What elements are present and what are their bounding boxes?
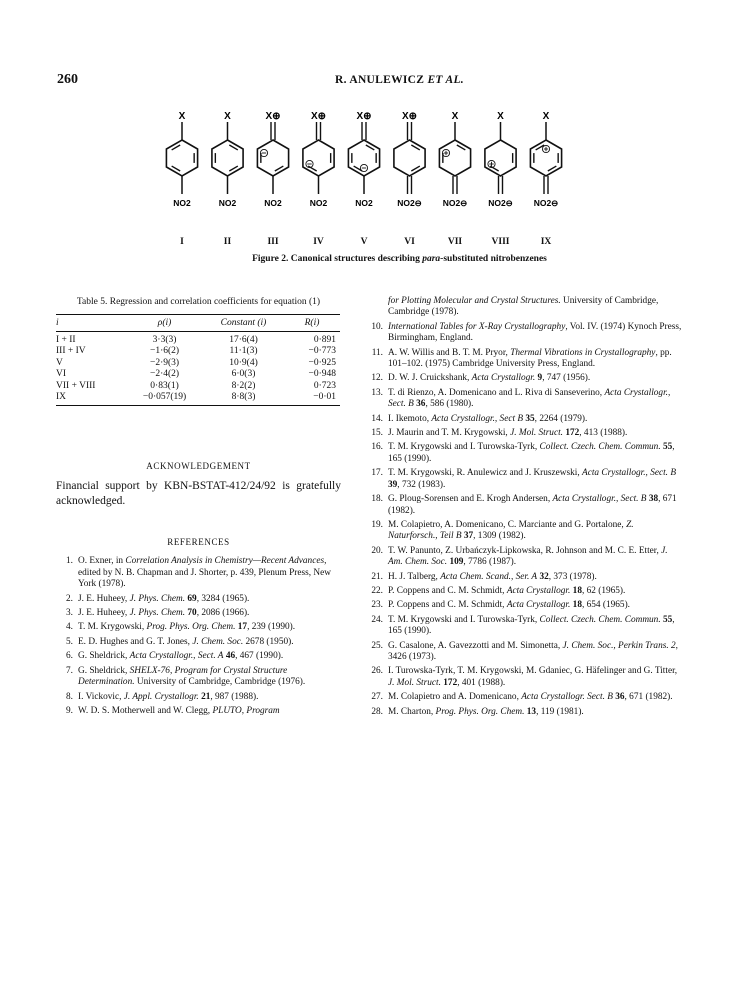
reference-number: 11. [371,347,383,358]
reference-number: 6. [66,651,73,662]
benzene-structure [303,111,334,208]
reference-text: M. Colapietro, A. Domenicano, C. Marciante and G. Portalone, Z. Naturforsch., Teil B 37, 1309 (1982). [388,519,634,542]
canonical-structures-figure [160,98,559,233]
reference-text: M. Colapietro and A. Domenicano, Acta Crystallogr. Sect. B 36, 671 (1982). [388,692,673,703]
table-cell: −2·9(3) [149,357,180,368]
table-cell: 8·8(3) [203,392,284,406]
figure-caption-prefix: Figure 2. Canonical structures describing [252,254,423,264]
nitro-label: NO2 [173,198,191,208]
nitro-label: NO2 [355,198,373,208]
reference-item [364,707,684,718]
reference-number: 16. [371,442,383,453]
table-header-cell: i [56,315,126,332]
reference-item [364,373,684,384]
table-cell: III + IV [56,346,86,357]
reference-text: I. Vickovic, J. Appl. Crystallogr. 21, 987 (1988). [78,691,259,702]
reference-number: 5. [66,636,73,647]
reference-text: T. M. Krygowski and I. Turowska-Tyrk, Collect. Czech. Chem. Commun. 55, 165 (1990). [388,614,675,637]
reference-number: 1. [66,556,73,567]
table-cell: 17·6(4) [229,335,258,345]
reference-number: 15. [371,428,383,439]
reference-number: 26. [371,666,383,677]
reference-text: J. Maurin and T. M. Krygowski, J. Mol. Struct. 172, 413 (1988). [388,428,628,439]
reference-text: I. Turowska-Tyrk, T. M. Krygowski, M. Gdaniec, G. Häfelinger and G. Titter, J. Mol. Struct. 172, 401 (1988). [388,666,678,688]
benzene-structure [530,111,561,208]
nitro-label: NO2 [264,198,282,208]
reference-number: 27. [371,692,383,703]
reference-text: T. W. Panunto, Z. Urbańczyk-Lipkowska, R. Johnson and M. C. E. Etter, J. Am. Chem. Soc. 109, 7786 (1987). [388,545,668,568]
reference-item [364,442,684,465]
reference-text: J. E. Huheey, J. Phys. Chem. 70, 2086 (1966). [78,608,250,619]
reference-text: O. Exner, in Correlation Analysis in Chemistry—Recent Advances, edited by N. B. Chapman and J. Shorter, p. 439, Plenum Press, New York (1978). [78,556,331,590]
running-head-authors: R. ANULEWICZ [335,74,425,86]
reference-text: G. Casalone, A. Gavezzotti and M. Simonetta, J. Chem. Soc., Perkin Trans. 2, 3426 (1973). [388,640,678,662]
benzene-structure [166,111,197,208]
running-head [0,74,739,86]
running-head-etal: ET AL. [427,74,464,86]
substituent-label: X⊕ [265,111,281,122]
reference-number: 22. [371,585,383,596]
substituent-label: X [451,111,459,122]
reference-number: 18. [371,494,383,505]
reference-number: 8. [66,691,73,702]
reference-item [364,414,684,425]
structure-roman-label: VI [404,237,415,247]
reference-item [56,651,341,662]
reference-item [364,322,684,345]
table-cell: 3·3(3) [152,335,177,345]
reference-number: 7. [66,665,73,676]
table-cell: IX [56,392,126,406]
reference-item [56,608,341,619]
reference-text: International Tables for X-Ray Crystallography, Vol. IV. (1974) Kynoch Press, Birmingham, England. [388,321,682,344]
reference-item [364,615,684,638]
table-cell: 10·9(4) [229,357,258,368]
nitro-label: NO2⊖ [533,198,559,208]
benzene-structure [257,111,288,208]
reference-number: 9. [66,705,73,716]
reference-item [56,692,341,703]
table-cell: −0·01 [284,392,340,406]
reference-item [364,666,684,689]
table-cell: VI [56,369,67,380]
structure-roman-label: V [360,237,368,247]
reference-item [56,556,341,590]
reference-item [364,428,684,439]
table-header-cell: R(i) [284,315,340,332]
acknowledgement-heading: ACKNOWLEDGEMENT [146,461,251,472]
structure-roman-label: III [267,237,279,247]
benzene-structure [394,111,425,208]
reference-number: 13. [371,387,383,398]
reference-text: T. di Rienzo, A. Domenicano and L. Riva di Sanseverino, Acta Crystallogr., Sect. B 36, 586 (1980). [388,387,671,410]
reference-text: T. M. Krygowski, R. Anulewicz and J. Kruszewski, Acta Crystallogr., Sect. B 39, 732 (1983). [388,468,677,490]
reference-item [364,388,684,411]
reference-text: H. J. Talberg, Acta Chem. Scand., Ser. A 32, 373 (1978). [388,571,597,582]
reference-number: 3. [66,608,73,619]
reference-text: G. Sheldrick, SHELX-76, Program for Crystal Structure Determination. University of Cambridge, Cambridge (1976). [78,665,306,688]
substituent-label: X [224,111,231,122]
reference-item [364,546,684,569]
reference-number: 12. [371,373,383,384]
table-cell: 0·891 [313,335,336,345]
nitro-label: NO2⊖ [397,198,422,208]
references-list-right [364,296,684,718]
reference-number: 17. [371,468,383,479]
table-cell: −0·057(19) [126,392,203,406]
table-caption: Table 5. Regression and correlation coefficients for equation (1) [76,297,321,307]
reference-item [364,348,684,371]
reference-item [56,666,341,689]
figure-caption [0,254,739,264]
table-cell: 8·2(2) [231,380,256,391]
table-row [56,346,340,357]
table-row [56,332,340,347]
reference-item [364,296,684,319]
reference-number: 4. [66,622,73,633]
table-cell: −1·6(2) [149,346,180,357]
structure-roman-label: IX [540,237,552,247]
figure-caption-italic: para [422,254,441,264]
table-cell: 6·0(3) [231,369,256,380]
substituent-label: X [178,111,186,122]
reference-number: 24. [371,614,383,625]
references-list-left [56,556,341,717]
structure-roman-labels [160,237,550,251]
reference-item [56,637,341,648]
substituent-label: X⊕ [310,111,327,122]
nitro-label: NO2⊖ [488,198,513,208]
left-column [56,296,341,717]
substituent-label: X⊕ [401,111,418,122]
table-cell: −0·948 [308,369,336,380]
structure-roman-label: IV [313,237,324,247]
reference-number: 23. [371,600,383,611]
reference-number: 21. [371,571,383,582]
reference-text: T. M. Krygowski, Prog. Phys. Org. Chem. 17, 239 (1990). [78,622,296,633]
structure-roman-label: II [223,237,232,247]
reference-item [56,594,341,605]
reference-text: W. D. S. Motherwell and W. Clegg, PLUTO, Program [78,705,280,716]
table-body [56,332,340,406]
reference-text: A. W. Willis and B. T. M. Pryor, Thermal Vibrations in Crystallography, pp. 101–102. (1975) Cambridge University Press, England. [388,347,672,370]
benzene-structure [348,111,379,208]
reference-number: 20. [371,545,383,556]
nitro-label: NO2 [309,198,328,208]
reference-number: 19. [371,519,383,530]
table-row [56,392,340,406]
figure-caption-suffix: -substituted nitrobenzenes [440,254,547,264]
structure-roman-label: VIII [491,237,510,247]
table-header-cell: Constant (i) [203,315,284,332]
reference-number: 10. [371,321,383,332]
reference-item [364,572,684,583]
substituent-label: X⊕ [356,111,372,122]
table-cell: V [56,357,63,368]
page-number: 260 [57,72,78,87]
table-cell: I + II [56,335,76,345]
reference-number: 25. [371,640,383,651]
reference-item [364,468,684,491]
reference-text: G. Sheldrick, Acta Crystallogr., Sect. A 46, 467 (1990). [78,651,284,662]
nitro-label: NO2 [218,198,237,208]
nitro-label: NO2⊖ [442,198,468,208]
structure-roman-label: I [180,237,184,247]
reference-item [56,706,341,717]
table-row [56,381,340,392]
reference-item [364,600,684,611]
table-cell: 0·723 [313,380,336,391]
table-cell: 11·1(3) [229,346,258,357]
table-cell: −0·773 [308,346,336,357]
table-row [56,358,340,369]
reference-item [364,641,684,664]
reference-text: D. W. J. Cruickshank, Acta Crystallogr. 9, 747 (1956). [388,373,591,384]
reference-text: T. M. Krygowski and I. Turowska-Tyrk, Collect. Czech. Chem. Commun. 55, 165 (1990). [388,442,675,464]
reference-item [56,622,341,633]
substituent-label: X [497,111,504,122]
table-cell: 0·83(1) [150,380,179,391]
benzene-structure [439,111,470,208]
structure-roman-label: VII [447,237,463,247]
reference-text: G. Ploug-Sorensen and E. Krogh Andersen, Acta Crystallogr., Sect. B 38, 671 (1982). [388,494,677,516]
reference-number: 28. [371,706,383,717]
reference-number: 14. [371,413,383,424]
reference-text: E. D. Hughes and G. T. Jones, J. Chem. Soc. 2678 (1950). [78,636,294,647]
reference-item [364,586,684,597]
reference-item [364,520,684,543]
benzene-structure [212,111,243,208]
table-cell: −2·4(2) [149,369,180,380]
reference-text: for Plotting Molecular and Crystal Structures. University of Cambridge, Cambridge (1978). [388,296,659,318]
reference-text: I. Ikemoto, Acta Crystallogr., Sect B 35, 2264 (1979). [388,413,588,424]
table-row [56,369,340,380]
table-header-row [56,315,340,332]
reference-item [364,692,684,703]
reference-text: P. Coppens and C. M. Schmidt, Acta Crystallogr. 18, 62 (1965). [388,585,626,596]
reference-number: 2. [66,593,73,604]
reference-text: J. E. Huheey, J. Phys. Chem. 69, 3284 (1965). [78,593,250,604]
table-header-cell: ρ(i) [126,315,203,332]
references-heading: REFERENCES [167,537,230,548]
regression-table [56,314,340,406]
table-cell: −0·925 [308,357,336,368]
right-column [364,296,684,718]
reference-item [364,494,684,517]
substituent-label: X [542,111,550,122]
reference-text: P. Coppens and C. M. Schmidt, Acta Crystallogr. 18, 654 (1965). [388,600,630,611]
acknowledgement-body: Financial support by KBN-BSTAT-412/24/92 is gratefully acknowledged. [56,480,341,507]
reference-text: M. Charton, Prog. Phys. Org. Chem. 13, 119 (1981). [388,706,584,717]
table-cell: VII + VIII [56,380,96,391]
benzene-structure [485,111,516,208]
